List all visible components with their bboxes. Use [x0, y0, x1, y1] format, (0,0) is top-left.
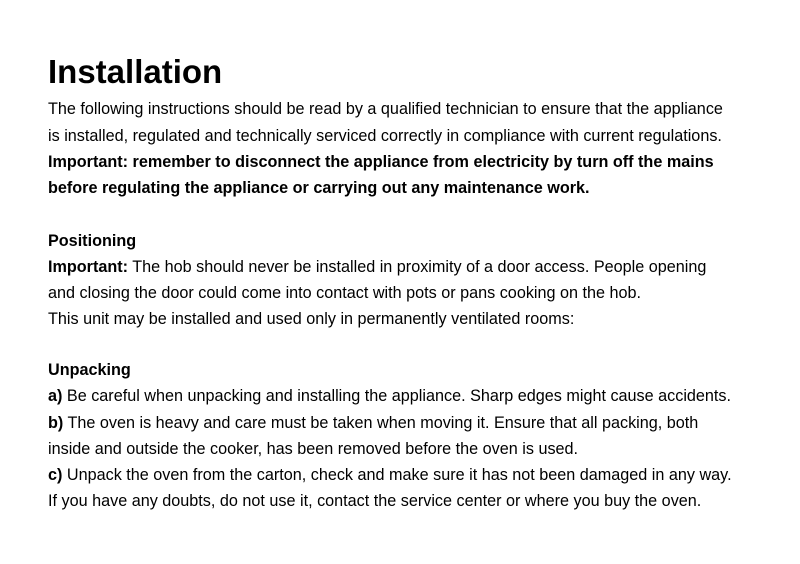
unpacking-item-c [48, 465, 732, 485]
positioning-line-2: and closing the door could come into contact with pots or pans cooking on the hob. [48, 284, 642, 302]
unpacking-item-b-label: b) [48, 414, 64, 432]
unpacking-item-c-continued: If you have any doubts, do not use it, contact the service center or where you buy the oven. [48, 492, 702, 510]
unpacking-item-a [48, 386, 731, 406]
unpacking-item-a-text: Be careful when unpacking and installing the appliance. Sharp edges might cause accidents. [62, 387, 732, 405]
intro-line-1: The following instructions should be read by a qualified technician to ensure that the appliance [48, 100, 723, 118]
unpacking-item-a-label: a) [48, 387, 63, 405]
intro-line-2: is installed, regulated and technically serviced correctly in compliance with current regulations. [48, 127, 722, 145]
positioning-line-3: This unit may be installed and used only in permanently ventilated rooms: [48, 310, 575, 328]
unpacking-heading: Unpacking [48, 361, 131, 379]
positioning-line-1 [48, 257, 706, 277]
important-warning-line-2: before regulating the appliance or carrying out any maintenance work. [48, 179, 590, 197]
unpacking-item-b-text: The oven is heavy and care must be taken when moving it. Ensure that all packing, both [63, 414, 699, 432]
unpacking-item-c-label: c) [48, 466, 63, 484]
positioning-line-1-text: The hob should never be installed in proximity of a door access. People opening [128, 258, 707, 276]
positioning-heading: Positioning [48, 232, 137, 250]
unpacking-item-c-text: Unpack the oven from the carton, check and make sure it has not been damaged in any way. [62, 466, 732, 484]
page-title: Installation [48, 53, 223, 90]
unpacking-item-b [48, 413, 698, 433]
important-warning-line-1: Important: remember to disconnect the appliance from electricity by turn off the mains [48, 153, 714, 171]
positioning-important-label: Important: [48, 258, 129, 276]
unpacking-item-b-continued: inside and outside the cooker, has been removed before the oven is used. [48, 440, 579, 458]
